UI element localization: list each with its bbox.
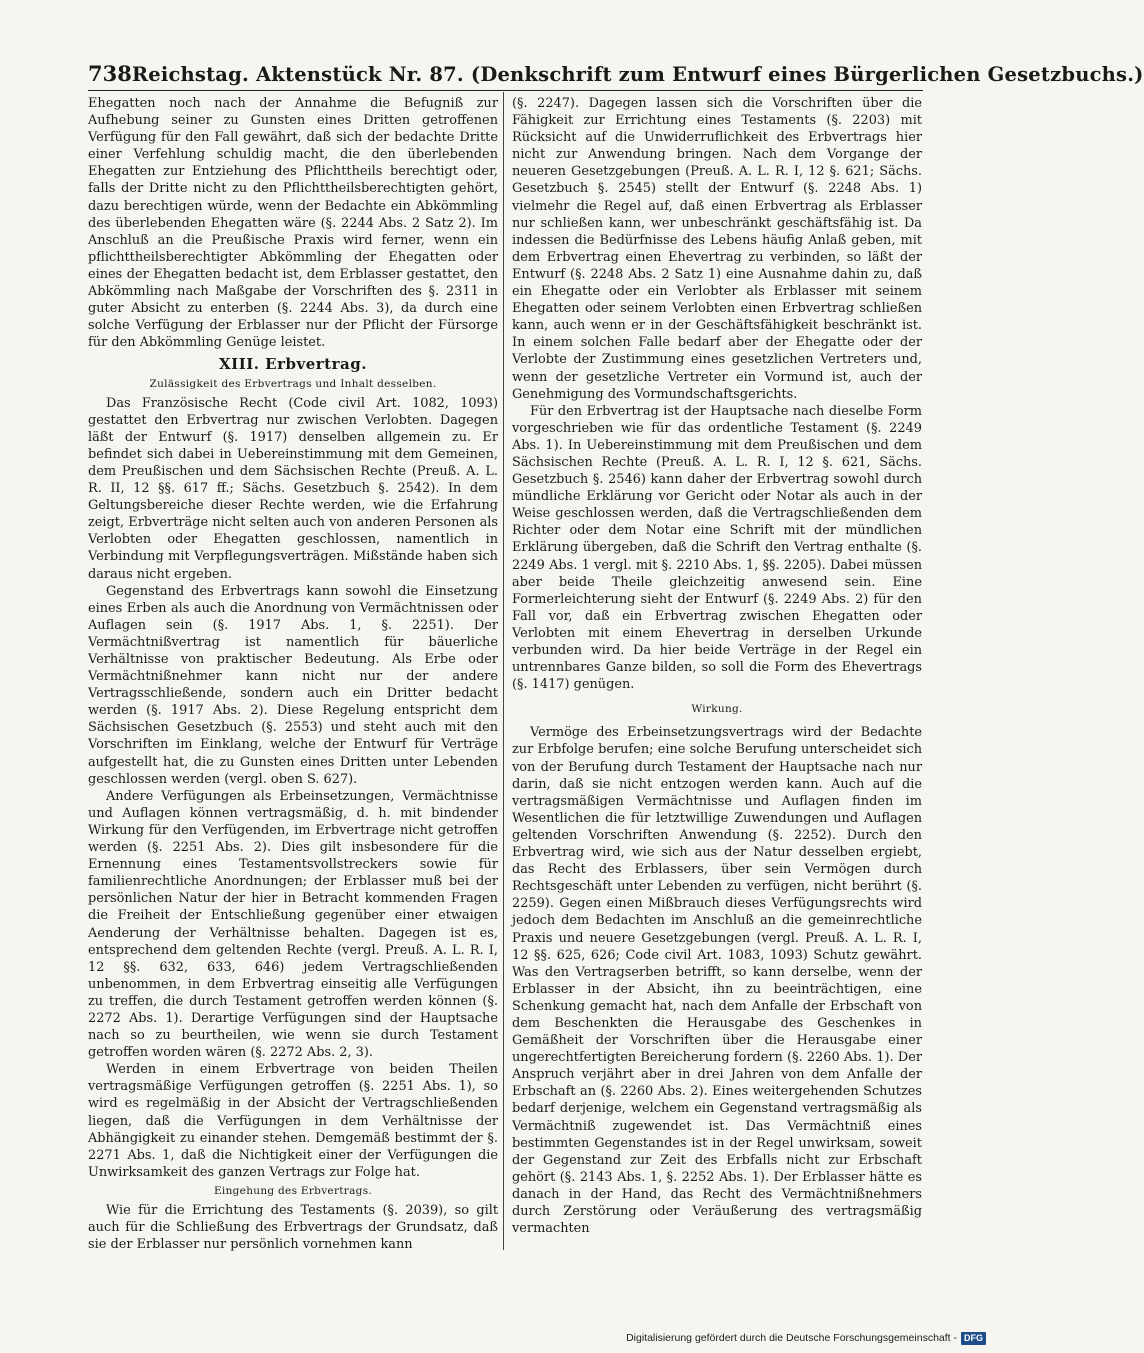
page-number: 738 bbox=[88, 61, 132, 86]
dfg-logo: DFG bbox=[961, 1332, 986, 1345]
paragraph: Andere Verfügungen als Erbeinsetzungen, Vermächtnisse und Auflagen können vertragsmäßig, d. h. mit bindender Wirkung für den Verfügenden, im Erbvertrage nicht getroffen werden (§. 2251 Abs. 2). Dies gilt insbesondere für die Ernennung eines Testamentsvollstreckers sowie für familienrechtliche Anordnungen; der Erblasser muß bei der persönlichen Natur der hier in Betracht kommenden Fragen die Freiheit der Entschließung gegenüber einer etwaigen Aenderung der Verhältnisse behalten. Dagegen ist es, entsprechend dem geltenden Rechte (vergl. Preuß. A. L. R. I, 12 §§. 632, 633, 646) jedem Vertragschließenden unbenommen, in dem Erbvertrag einseitig alle Verfügungen zu treffen, die durch Testament getroffen werden können (§. 2272 Abs. 1). Derartige Verfügungen sind der Hauptsache nach so zu beurtheilen, wie wenn sie durch Testament getroffen worden wären (§. 2272 Abs. 2, 3). bbox=[88, 788, 498, 1061]
footer-text: Digitalisierung gefördert durch die Deutsche Forschungsgemeinschaft - bbox=[626, 1332, 957, 1344]
subheading-eingehung: Eingehung des Erbvertrags. bbox=[213, 1184, 373, 1197]
paragraph: Gegenstand des Erbvertrags kann sowohl die Einsetzung eines Erben als auch die Anordnung von Vermächtnissen oder Auflagen sein (§. 1917 Abs. 1, §. 2251). Der Vermächtnißvertrag ist namentlich für bäuerliche Verhältnisse von praktischer Bedeutung. Als Erbe oder Vermächtnißnehmer kann nicht nur der andere Vertragsschließende, sondern auch ein Dritter bedacht werden (§. 1917 Abs. 2). Diese Regelung entspricht dem Sächsischen Gesetzbuch (§. 2553) und steht auch mit den Vorschriften im Einklang, welche der Entwurf für Verträge aufgestellt hat, die zu Gunsten eines Dritten unter Lebenden geschlossen werden (vergl. oben S. 627). bbox=[88, 583, 498, 787]
paragraph: (§. 2247). Dagegen lassen sich die Vorschriften über die Fähigkeit zur Errichtung eines Testaments (§. 2203) mit Rücksicht auf die Unwiderruflichkeit des Erbvertrags hier nicht zur Anwendung bringen. Nach dem Vorgange der neueren Gesetzgebungen (Preuß. A. L. R. I, 12 §. 621; Sächs. Gesetzbuch §. 2545) stellt der Entwurf (§. 2248 Abs. 1) vielmehr die Regel auf, daß einen Erbvertrag als Erblasser nur schließen kann, wer unbeschränkt geschäftsfähig ist. Da indessen die Bedürfnisse des Lebens häufig Anlaß geben, mit dem Erbvertrag einen Ehevertrag zu verbinden, so läßt der Entwurf (§. 2248 Abs. 2 Satz 1) eine Ausnahme dahin zu, daß ein Ehegatte oder ein Verlobter als Erblasser mit seinem Ehegatten oder seinem Verlobten einen Erbvertrag schließen kann, auch wenn er in der Geschäftsfähigkeit beschränkt ist. In einem solchen Falle bedarf aber der Ehegatte oder der Verlobte der Zustimmung eines gesetzlichen Vertreters und, wenn der gesetzliche Vertreter ein Vormund ist, auch der Genehmigung des Vormundschaftsgerichts. bbox=[512, 96, 922, 402]
subheading-wirkung: Wirkung. bbox=[691, 703, 743, 716]
paragraph: Für den Erbvertrag ist der Hauptsache nach dieselbe Form vorgeschrieben wie für das ordentliche Testament (§. 2249 Abs. 1). In Uebereinstimmung mit dem Preußischen und dem Sächsischen Rechte (Preuß. A. L. R. I, 12 §. 621, Sächs. Gesetzbuch §. 2546) kann daher der Erbvertrag sowohl durch mündliche Erklärung vor Gericht oder Notar als auch in der Weise geschlossen werden, daß die Vertragschließenden dem Richter oder dem Notar eine Schrift mit der mündlichen Erklärung übergeben, daß die Schrift den Vertrag enthalte (§. 2249 Abs. 1 vergl. mit §. 2210 Abs. 1, §§. 2205). Dabei müssen aber beide Theile gleichzeitig anwesend sein. Eine Formerleichterung sieht der Entwurf (§. 2249 Abs. 2) für den Fall vor, daß ein Erbvertrag zwischen Ehegatten oder Verlobten mit einem Ehevertrag in derselben Urkunde verbunden wird. Da hier beide Verträge in der Regel ein untrennbares Ganze bilden, so soll die Form des Ehevertrags (§. 1417) genügen. bbox=[512, 403, 922, 693]
page-header bbox=[88, 58, 1144, 91]
footer-credit bbox=[626, 1331, 986, 1345]
left-column bbox=[88, 95, 498, 1255]
paragraph: Das Französische Recht (Code civil Art. 1082, 1093) gestattet den Erbvertrag nur zwischen Verlobten. Dagegen läßt der Entwurf (§. 1917) denselben allgemein zu. Er befindet sich dabei in Uebereinstimmung mit dem Gemeinen, dem Preußischen und dem Sächsischen Rechte (Preuß. A. L. R. II, 12 §§. 617 ff.; Sächs. Gesetzbuch §. 2542). In dem Geltungsbereiche dieser Rechte werden, wie die Erfahrung zeigt, Erbverträge nicht selten auch von anderen Personen als Verlobten oder Ehegatten geschlossen, namentlich in Verbindung mit Verpflegungsverträgen. Mißstände haben sich daraus nicht ergeben. bbox=[88, 395, 498, 582]
running-title: Reichstag. Aktenstück Nr. 87. (Denkschrift zum Entwurf eines Bürgerlichen Gesetzbuchs.) bbox=[131, 63, 1144, 86]
right-column bbox=[512, 95, 922, 1255]
intro-paragraph: Ehegatten noch nach der Annahme die Befugniß zur Aufhebung seiner zu Gunsten eines Dritten getroffenen Verfügung für den Fall gewährt, daß sich der bedachte Dritte einer Verfehlung schuldig macht, die den überlebenden Ehegatten zur Entziehung des Pflichttheils berechtigt oder, falls der Dritte nicht zu den Pflichttheilsberechtigten gehört, dazu berechtigen würde, wenn der Bedachte ein Abkömmling des überlebenden Ehegatten wäre (§. 2244 Abs. 2 Satz 2). Im Anschluß an die Preußische Praxis wird ferner, wenn ein pflichttheilsberechtigter Abkömmling der Ehegatten oder eines der Ehegatten bedacht ist, dem Erblasser gestattet, den Abkömmling nach Maßgabe der Vorschriften des §. 2311 in guter Absicht zu enterben (§. 2244 Abs. 3), da durch eine solche Verfügung der Erblasser nur der Pflicht der Fürsorge für den Abkömmling Genüge leistet. bbox=[88, 96, 498, 351]
paragraph: Werden in einem Erbvertrage von beiden Theilen vertragsmäßige Verfügungen getroffen (§. 2251 Abs. 1), so wird es regelmäßig in der Absicht der Vertragschließenden liegen, daß die Verfügungen in dem Verhältnisse der Abhängigkeit zu einander stehen. Demgemäß bestimmt der §. 2271 Abs. 1, daß die Nichtigkeit einer der Verfügungen die Unwirksamkeit des ganzen Vertrags zur Folge hat. bbox=[88, 1062, 498, 1180]
paragraph: Vermöge des Erbeinsetzungsvertrags wird der Bedachte zur Erbfolge berufen; eine solche Berufung unterscheidet sich von der Berufung durch Testament der Hauptsache nach nur darin, daß sie nicht entzogen werden kann. Auch auf die vertragsmäßigen Vermächtnisse und Auflagen finden im Wesentlichen die für letztwillige Zuwendungen und Auflagen geltenden Vorschriften Anwendung (§. 2252). Durch den Erbvertrag wird, wie sich aus der Natur desselben ergiebt, das Recht des Erblassers, über sein Vermögen durch Rechtsgeschäft unter Lebenden zu verfügen, nicht berührt (§. 2259). Gegen einen Mißbrauch dieses Verfügungsrechts wird jedoch dem Bedachten im Anschluß an die gemeinrechtliche Praxis und neuere Gesetzgebungen (vergl. Preuß. A. L. R. I, 12 §§. 625, 626; Code civil Art. 1083, 1093) Schutz gewährt. Was den Vertragserben betrifft, so kann derselbe, wenn der Erblasser in der Absicht, ihn zu beeinträchtigen, eine Schenkung gemacht hat, nach dem Anfalle der Erbschaft von dem Beschenkten die Herausgabe des Geschenkes in Gemäßheit der Vorschriften über die Herausgabe einer ungerechtfertigten Bereicherung fordern (§. 2260 Abs. 1). Der Anspruch verjährt aber in drei Jahren von dem Anfalle der Erbschaft an (§. 2260 Abs. 2). Eines weitergehenden Schutzes bedarf derjenige, welchem ein Gegenstand vertragsmäßig als Vermächtniß zugewendet ist. Das Vermächtniß eines bestimmten Gegenstandes ist in der Regel unwirksam, soweit der Gegenstand zur Zeit des Erbfalls nicht zur Erbschaft gehört (§. 2143 Abs. 1, §. 2252 Abs. 1). Der Erblasser hätte es danach in der Hand, das Recht des Vermächtnißnehmers durch Zerstörung oder Veräußerung des vertragsmäßig vermachten bbox=[512, 725, 922, 1237]
section-heading: XIII. Erbvertrag. bbox=[219, 355, 367, 374]
column-divider bbox=[503, 92, 504, 1250]
paragraph: Wie für die Errichtung des Testaments (§. 2039), so gilt auch für die Schließung des Erbvertrags der Grundsatz, daß sie der Erblasser nur persönlich vornehmen kann bbox=[88, 1203, 498, 1253]
subheading-zulaessigkeit: Zulässigkeit des Erbvertrags und Inhalt desselben. bbox=[149, 377, 437, 390]
